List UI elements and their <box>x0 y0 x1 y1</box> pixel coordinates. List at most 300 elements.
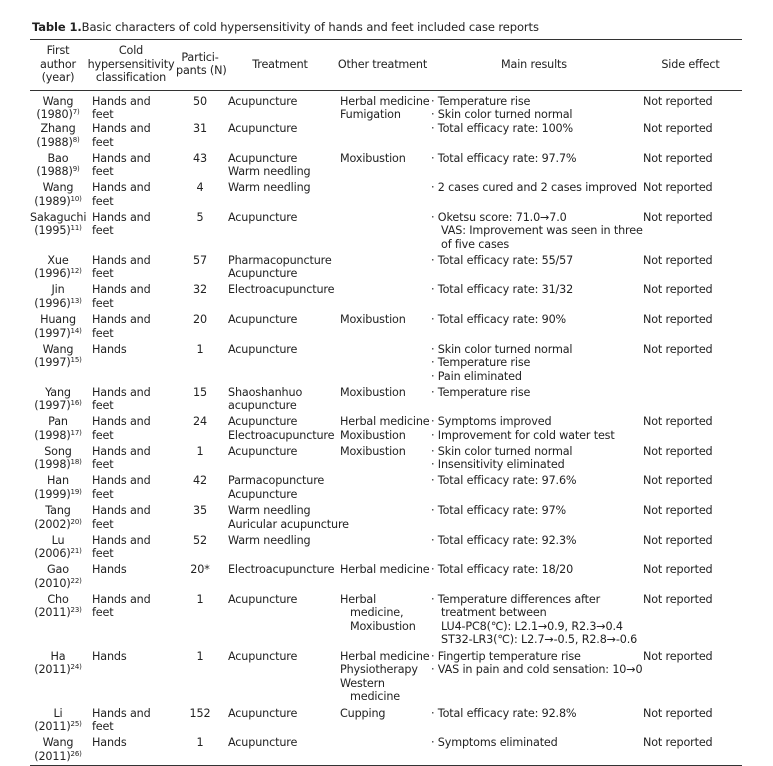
year-text: (2011) <box>34 663 71 677</box>
side-effect-cell: Not reported <box>643 253 713 267</box>
result-line: · Total efficacy rate: 97.6% <box>431 474 577 488</box>
author-cell <box>30 534 86 564</box>
classification-line: Hands and <box>92 415 151 429</box>
treatment-line: Acupuncture <box>228 210 298 224</box>
side-effect-cell: Not reported <box>643 444 713 458</box>
reference-number: 14) <box>70 326 82 335</box>
author-year <box>30 165 86 179</box>
result-line: · Temperature rise <box>431 356 531 370</box>
treatment-line: Acupuncture <box>228 649 298 663</box>
reference-number: 9) <box>72 165 80 174</box>
author-year <box>30 547 86 561</box>
author-year <box>30 356 86 370</box>
other-treatment-cell <box>336 152 429 182</box>
case-reports-table <box>30 39 742 766</box>
classification-line: feet <box>92 296 114 310</box>
main-results-cell <box>429 122 639 152</box>
author-cell <box>30 152 86 182</box>
classification-cell <box>86 415 176 445</box>
classification-line: feet <box>92 428 114 442</box>
author-name: Wang <box>42 181 74 195</box>
year-text: (2011) <box>34 606 71 620</box>
year-text: (2002) <box>34 517 71 531</box>
side-effect-cell: Not reported <box>643 649 713 663</box>
header-line: Cold <box>118 44 144 57</box>
table-row <box>30 707 742 737</box>
year-text: (1995) <box>34 224 71 238</box>
treatment-line: Electroacupuncture <box>228 563 335 577</box>
other-treatment-line: Herbal medicine <box>340 415 430 429</box>
classification-cell <box>86 152 176 182</box>
author-name: Ha <box>50 649 66 663</box>
side-effect-cell: Not reported <box>643 474 713 488</box>
side-effect-cell: Not reported <box>643 533 713 547</box>
other-treatment-line: Herbal <box>340 592 377 606</box>
treatment-line: Acupuncture <box>228 342 298 356</box>
author-cell <box>30 254 86 284</box>
other-treatment-cell <box>336 181 429 211</box>
table-header <box>30 40 742 91</box>
result-line: · Fingertip temperature rise <box>431 649 581 663</box>
table-row <box>30 386 742 416</box>
author-name: Jin <box>51 283 65 297</box>
classification-line: Hands and <box>92 283 151 297</box>
treatment-line: Warm needling <box>228 181 311 195</box>
main-results-cell <box>429 474 639 504</box>
reference-number: 18) <box>70 458 82 467</box>
participants-cell: 50 <box>193 94 207 108</box>
main-results-cell <box>429 593 639 650</box>
treatment-cell <box>224 181 336 211</box>
treatment-line: Pharmacopuncture <box>228 253 332 267</box>
year-text: (1988) <box>36 165 73 179</box>
classification-line: Hands <box>92 736 127 750</box>
other-treatment-cell <box>336 445 429 475</box>
author-year <box>30 297 86 311</box>
header-line: author <box>40 57 76 71</box>
reference-number: 11) <box>70 224 82 233</box>
author-cell <box>30 474 86 504</box>
treatment-line: Acupuncture <box>228 267 298 281</box>
treatment-line: Warm needling <box>228 503 311 517</box>
author-name: Pan <box>48 415 68 429</box>
other-treatment-line: Moxibustion <box>340 444 406 458</box>
classification-cell <box>86 122 176 152</box>
side-effect-cell: Not reported <box>643 94 713 108</box>
result-line: ST32-LR3(℃): L2.7→-0.5, R2.8→-0.6 <box>441 633 638 647</box>
result-line: · VAS in pain and cold sensation: 10→0 <box>431 663 643 677</box>
classification-line: Hands and <box>92 503 151 517</box>
table-row <box>30 474 742 504</box>
table-row <box>30 90 742 122</box>
treatment-line: Warm needling <box>228 165 311 179</box>
other-treatment-cell <box>336 122 429 152</box>
header-line: First <box>46 44 70 57</box>
author-name: Huang <box>40 312 76 326</box>
treatment-cell <box>224 534 336 564</box>
other-treatment-line: Herbal medicine <box>340 94 430 108</box>
classification-line: Hands and <box>92 474 151 488</box>
classification-cell <box>86 283 176 313</box>
treatment-cell <box>224 152 336 182</box>
classification-line: Hands and <box>92 385 151 399</box>
header-line: Main results <box>501 57 567 71</box>
author-name: Gao <box>47 563 69 577</box>
author-cell <box>30 445 86 475</box>
result-line: · Total efficacy rate: 55/57 <box>431 253 574 267</box>
treatment-cell <box>224 254 336 284</box>
result-line: · Total efficacy rate: 97.7% <box>431 151 577 165</box>
author-cell <box>30 181 86 211</box>
participants-cell: 31 <box>193 121 207 135</box>
participants-cell: 1 <box>196 444 204 458</box>
result-line: · Skin color turned normal <box>431 342 573 356</box>
other-treatment-cell <box>336 386 429 416</box>
treatment-cell <box>224 343 336 386</box>
side-effect-cell: Not reported <box>643 151 713 165</box>
other-treatment-line: Fumigation <box>340 108 401 122</box>
table-row <box>30 534 742 564</box>
classification-line: feet <box>92 267 114 281</box>
reference-number: 12) <box>70 267 82 276</box>
author-cell <box>30 122 86 152</box>
result-line: · Symptoms improved <box>431 415 552 429</box>
participants-cell: 4 <box>196 181 204 195</box>
header-classification <box>86 40 176 91</box>
other-treatment-line: Moxibustion <box>340 428 406 442</box>
table-row <box>30 254 742 284</box>
header-line: pants (N) <box>176 64 227 78</box>
author-cell <box>30 563 86 593</box>
author-name: Wang <box>42 94 74 108</box>
classification-cell <box>86 181 176 211</box>
side-effect-cell: Not reported <box>643 210 713 224</box>
classification-line: Hands and <box>92 444 151 458</box>
author-year <box>30 327 86 341</box>
year-text: (1980) <box>36 108 73 122</box>
table-row <box>30 122 742 152</box>
author-name: Wang <box>42 342 74 356</box>
other-treatment-cell <box>336 504 429 534</box>
classification-line: feet <box>92 326 114 340</box>
author-name: Cho <box>47 592 69 606</box>
main-results-cell <box>429 90 639 122</box>
main-results-cell <box>429 563 639 593</box>
year-text: (1999) <box>34 487 71 501</box>
header-line: (year) <box>41 71 75 85</box>
classification-line: Hands <box>92 563 127 577</box>
table-row <box>30 736 742 766</box>
other-treatment-line: Moxibustion <box>340 385 406 399</box>
table-row <box>30 181 742 211</box>
year-text: (2006) <box>34 547 71 561</box>
author-cell <box>30 504 86 534</box>
header-line: Partici- <box>181 50 219 64</box>
reference-number: 23) <box>70 606 82 615</box>
author-year <box>30 108 86 122</box>
header-main-results <box>429 40 639 91</box>
main-results-cell <box>429 313 639 343</box>
treatment-cell <box>224 707 336 737</box>
year-text: (1996) <box>34 267 71 281</box>
classification-line: Hands and <box>92 210 151 224</box>
classification-line: feet <box>92 547 114 561</box>
result-line: · Pain eliminated <box>431 369 522 383</box>
main-results-cell <box>429 736 639 766</box>
author-year <box>30 720 86 734</box>
result-line: · Temperature rise <box>431 385 531 399</box>
header-treatment <box>224 40 336 91</box>
treatment-line: Acupuncture <box>228 94 298 108</box>
author-year <box>30 577 86 591</box>
classification-line: feet <box>92 108 114 122</box>
treatment-cell <box>224 445 336 475</box>
reference-number: 20) <box>70 517 82 526</box>
treatment-cell <box>224 650 336 707</box>
classification-cell <box>86 563 176 593</box>
classification-line: Hands and <box>92 592 151 606</box>
participants-cell: 24 <box>193 415 207 429</box>
classification-cell <box>86 504 176 534</box>
author-name: Han <box>47 474 69 488</box>
treatment-line: Acupuncture <box>228 121 298 135</box>
result-line: · Total efficacy rate: 92.3% <box>431 533 577 547</box>
year-text: (1996) <box>34 296 71 310</box>
participants-cell: 1 <box>196 649 204 663</box>
classification-line: feet <box>92 165 114 179</box>
author-cell <box>30 90 86 122</box>
treatment-line: Auricular acupuncture <box>228 517 349 531</box>
classification-line: feet <box>92 458 114 472</box>
result-line: · Symptoms eliminated <box>431 736 558 750</box>
classification-cell <box>86 90 176 122</box>
author-name: Song <box>44 444 72 458</box>
classification-cell <box>86 343 176 386</box>
reference-number: 17) <box>70 428 82 437</box>
treatment-line: Acupuncture <box>228 151 298 165</box>
other-treatment-line: Herbal medicine <box>340 649 430 663</box>
other-treatment-line: Western <box>340 676 385 690</box>
other-treatment-line: Moxibustion <box>340 151 406 165</box>
classification-line: Hands <box>92 342 127 356</box>
result-line: LU4-PC8(℃): L2.1→0.9, R2.3→0.4 <box>441 619 623 633</box>
result-line: · Insensitivity eliminated <box>431 458 565 472</box>
main-results-cell <box>429 415 639 445</box>
result-line: · Total efficacy rate: 97% <box>431 503 567 517</box>
treatment-cell <box>224 593 336 650</box>
classification-line: Hands and <box>92 94 151 108</box>
reference-number: 13) <box>70 296 82 305</box>
participants-cell: 1 <box>196 592 204 606</box>
classification-line: Hands and <box>92 533 151 547</box>
result-line: · Total efficacy rate: 90% <box>431 312 567 326</box>
year-text: (1997) <box>34 326 71 340</box>
main-results-cell <box>429 343 639 386</box>
classification-cell <box>86 707 176 737</box>
result-line: · Improvement for cold water test <box>431 428 615 442</box>
header-side-effect <box>639 40 742 91</box>
author-year <box>30 488 86 502</box>
table-row <box>30 152 742 182</box>
reference-number: 26) <box>70 749 82 758</box>
author-year <box>30 136 86 150</box>
author-year <box>30 399 86 413</box>
table-caption <box>32 20 539 34</box>
classification-line: feet <box>92 399 114 413</box>
author-cell <box>30 343 86 386</box>
author-cell <box>30 211 86 254</box>
author-year <box>30 267 86 281</box>
result-line: · Skin color turned normal <box>431 108 573 122</box>
other-treatment-line: medicine, <box>350 606 404 620</box>
table-body <box>30 90 742 766</box>
reference-number: 16) <box>70 399 82 408</box>
year-text: (1997) <box>34 356 71 370</box>
year-text: (1989) <box>34 194 71 208</box>
author-name: Lu <box>51 533 65 547</box>
year-text: (2011) <box>34 720 71 734</box>
author-name: Tang <box>45 503 71 517</box>
table-row <box>30 313 742 343</box>
treatment-cell <box>224 736 336 766</box>
side-effect-cell: Not reported <box>643 563 713 577</box>
author-name: Sakaguchi <box>30 210 87 224</box>
year-text: (1997) <box>34 399 71 413</box>
other-treatment-line: Moxibustion <box>340 312 406 326</box>
treatment-cell <box>224 386 336 416</box>
author-cell <box>30 386 86 416</box>
classification-line: Hands and <box>92 706 151 720</box>
header-row <box>30 40 742 91</box>
author-year <box>30 429 86 443</box>
classification-cell <box>86 474 176 504</box>
main-results-cell <box>429 254 639 284</box>
main-results-cell <box>429 504 639 534</box>
header-participants <box>176 40 227 91</box>
result-line: · Skin color turned normal <box>431 444 573 458</box>
side-effect-cell: Not reported <box>643 342 713 356</box>
author-year <box>30 224 86 238</box>
other-treatment-cell <box>336 736 429 766</box>
treatment-cell <box>224 211 336 254</box>
classification-line: Hands and <box>92 181 151 195</box>
reference-number: 21) <box>70 547 82 556</box>
reference-number: 19) <box>70 487 82 496</box>
result-line: · 2 cases cured and 2 cases improved <box>431 181 637 195</box>
result-line: · Total efficacy rate: 100% <box>431 121 573 135</box>
reference-number: 8) <box>72 135 80 144</box>
treatment-cell <box>224 474 336 504</box>
table-row <box>30 445 742 475</box>
author-cell <box>30 415 86 445</box>
treatment-cell <box>224 415 336 445</box>
participants-cell: 1 <box>196 342 204 356</box>
treatment-cell <box>224 283 336 313</box>
table-row <box>30 283 742 313</box>
header-line: Treatment <box>252 57 308 71</box>
main-results-cell <box>429 534 639 564</box>
other-treatment-cell <box>336 254 429 284</box>
treatment-cell <box>224 313 336 343</box>
participants-cell: 1 <box>196 736 204 750</box>
participants-cell: 42 <box>193 474 207 488</box>
author-cell <box>30 283 86 313</box>
other-treatment-cell <box>336 211 429 254</box>
participants-cell: 57 <box>193 253 207 267</box>
other-treatment-cell <box>336 343 429 386</box>
side-effect-cell: Not reported <box>643 503 713 517</box>
other-treatment-cell <box>336 707 429 737</box>
side-effect-cell: Not reported <box>643 706 713 720</box>
author-cell <box>30 707 86 737</box>
other-treatment-line: Herbal medicine <box>340 563 430 577</box>
classification-line: Hands and <box>92 253 151 267</box>
reference-number: 24) <box>70 663 82 672</box>
author-cell <box>30 313 86 343</box>
classification-cell <box>86 736 176 766</box>
result-line: · Total efficacy rate: 31/32 <box>431 283 574 297</box>
other-treatment-line: medicine <box>350 690 401 704</box>
classification-line: feet <box>92 224 114 238</box>
treatment-line: Electroacupuncture <box>228 283 335 297</box>
main-results-cell <box>429 707 639 737</box>
reference-number: 25) <box>70 720 82 729</box>
year-text: (1988) <box>36 135 73 149</box>
participants-cell: 32 <box>193 283 207 297</box>
other-treatment-line: Moxibustion <box>350 619 416 633</box>
author-year <box>30 195 86 209</box>
author-year <box>30 663 86 677</box>
author-cell <box>30 736 86 766</box>
result-line: VAS: Improvement was seen in three <box>441 224 643 238</box>
reference-number: 15) <box>70 356 82 365</box>
main-results-cell <box>429 181 639 211</box>
treatment-line: Acupuncture <box>228 487 298 501</box>
treatment-cell <box>224 122 336 152</box>
other-treatment-line: Physiotherapy <box>340 663 418 677</box>
table-caption-label: Table 1. <box>32 20 82 34</box>
participants-cell: 20 <box>193 312 207 326</box>
year-text: (2010) <box>34 576 71 590</box>
other-treatment-cell <box>336 563 429 593</box>
author-cell <box>30 650 86 707</box>
other-treatment-cell <box>336 283 429 313</box>
other-treatment-cell <box>336 593 429 650</box>
other-treatment-line: Cupping <box>340 706 386 720</box>
treatment-line: Acupuncture <box>228 736 298 750</box>
main-results-cell <box>429 210 643 254</box>
table-row <box>30 563 742 593</box>
result-line: treatment between <box>441 606 547 620</box>
classification-cell <box>86 313 176 343</box>
classification-line: feet <box>92 720 114 734</box>
header-line: classification <box>95 71 167 85</box>
classification-line: feet <box>92 135 114 149</box>
participants-cell: 52 <box>193 533 207 547</box>
author-year <box>30 518 86 532</box>
header-other-treatment <box>336 40 429 91</box>
result-line: · Temperature differences after <box>431 592 601 606</box>
classification-line: feet <box>92 606 114 620</box>
side-effect-cell: Not reported <box>643 736 713 750</box>
reference-number: 10) <box>70 194 82 203</box>
author-year <box>30 750 86 764</box>
main-results-cell <box>429 152 639 182</box>
participants-cell: 15 <box>193 385 207 399</box>
year-text: (1998) <box>34 458 71 472</box>
author-name: Xue <box>47 253 69 267</box>
author-name: Zhang <box>40 121 76 135</box>
